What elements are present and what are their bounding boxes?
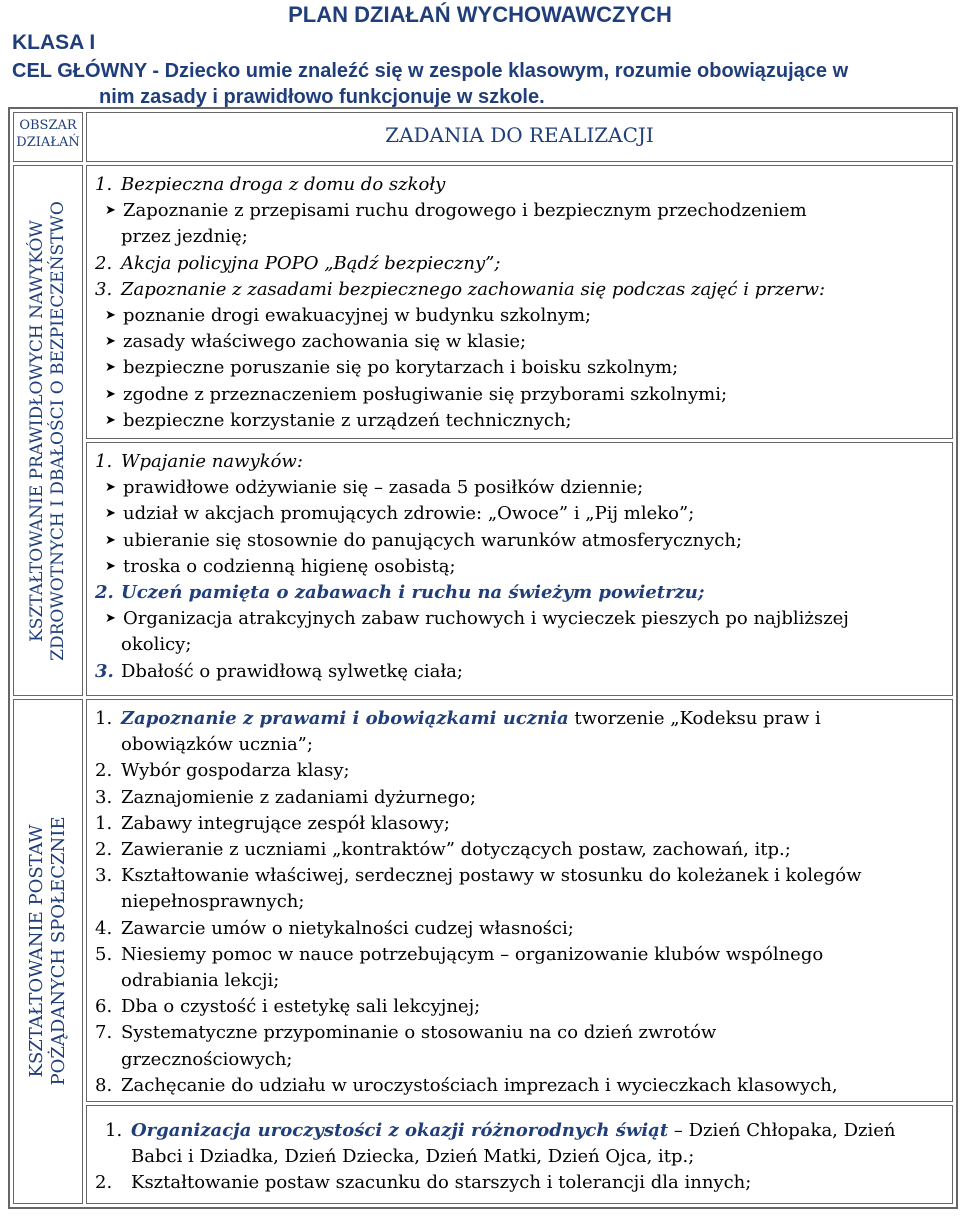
area-social-line1: KSZTAŁTOWANIE POSTAW xyxy=(26,824,47,1078)
main-goal-line1: CEL GŁÓWNY - Dziecko umie znaleźć się w zespole klasowym, rozumie obowiązujące w xyxy=(12,60,849,82)
area-health-line1: KSZTAŁTOWANIE PRAWIDŁOWYCH NAWYKÓW xyxy=(27,219,47,642)
list-item-continuation: niepełnosprawnych; xyxy=(121,891,305,913)
list-item-continuation: odrabiania lekcji; xyxy=(121,970,280,992)
main-goal xyxy=(12,58,957,110)
arrowhead-bullet-icon: ➤ xyxy=(105,334,116,350)
task-item: 1. Organizacja uroczystości z okazji różnorodnych świąt – Dzień Chłopaka, Dzień xyxy=(105,1120,896,1142)
area-social-attitudes-label xyxy=(26,817,70,1086)
list-item: 7. Systematyczne przypominanie o stosowaniu na co dzień zwrotów xyxy=(95,1022,717,1044)
list-item: ➤ bezpieczne korzystanie z urządzeń technicznych; xyxy=(95,408,946,434)
arrowhead-bullet-icon: ➤ xyxy=(105,360,116,376)
list-item: ➤ ubieranie się stosownie do panujących warunków atmosferycznych; xyxy=(95,528,946,554)
tasks-social-section xyxy=(86,699,953,1102)
list-item: ➤ bezpieczne poruszanie się po korytarzach i boisku szkolnym; xyxy=(95,355,946,381)
list-item: 8. Zachęcanie do udziału w uroczystościach imprezach i wycieczkach klasowych, xyxy=(95,1074,838,1096)
task-item: 2. Uczeń pamięta o zabawach i ruchu na świeżym powietrzu; xyxy=(95,582,705,604)
arrowhead-bullet-icon: ➤ xyxy=(105,386,116,402)
list-item: ➤ udział w akcjach promujących zdrowie: „Owoce” i „Pij mleko”; xyxy=(95,501,946,527)
list-item: 6. Dba o czystość i estetykę sali lekcyjnej; xyxy=(95,996,481,1018)
arrowhead-bullet-icon: ➤ xyxy=(105,480,116,496)
arrowhead-bullet-icon: ➤ xyxy=(105,611,116,627)
arrowhead-bullet-icon: ➤ xyxy=(105,532,116,548)
task-item-continuation: Babci i Dziadka, Dzień Dziecka, Dzień Matki, Dzień Ojca, itp.; xyxy=(131,1146,695,1168)
action-plan-table xyxy=(8,107,958,1209)
list-item: ➤ zasady właściwego zachowania się w klasie; xyxy=(95,329,946,355)
list-item: 1. Zabawy integrujące zespół klasowy; xyxy=(95,812,450,834)
task-item: 1. Zapoznanie z prawami i obowiązkami ucznia tworzenie „Kodeksu praw i xyxy=(95,708,821,730)
main-goal-line2: nim zasady i prawidłowo funkcjonuje w szkole. xyxy=(99,86,545,108)
area-health-safety xyxy=(13,165,83,696)
list-item: ➤ Organizacja atrakcyjnych zabaw ruchowych i wycieczek pieszych po najbliższej xyxy=(95,606,946,632)
arrowhead-bullet-icon: ➤ xyxy=(105,308,116,324)
task-item: 3. Dbałość o prawidłową sylwetkę ciała; xyxy=(95,660,463,682)
area-social-line2: POŻĄDANYCH SPOŁECZNIE xyxy=(48,816,69,1086)
task-item: 1. Bezpieczna droga z domu do szkoły xyxy=(95,174,446,195)
list-item: ➤ poznanie drogi ewakuacyjnej w budynku szkolnym; xyxy=(95,303,946,329)
area-column-header xyxy=(13,112,83,162)
list-item: ➤ prawidłowe odżywianie się – zasada 5 posiłków dziennie; xyxy=(95,475,946,501)
plan-title: PLAN DZIAŁAŃ WYCHOWAWCZYCH xyxy=(288,2,672,27)
task-posture: Dbałość o prawidłową sylwetkę ciała; xyxy=(121,660,463,682)
area-header-line1: OBSZAR xyxy=(19,118,77,133)
task-item: 2. Kształtowanie postaw szacunku do starszych i tolerancji dla innych; xyxy=(95,1172,752,1194)
task-item: 2. Akcja policyjna POPO „Bądź bezpieczny”; xyxy=(95,252,501,274)
area-header-line2: DZIAŁAŃ xyxy=(16,135,80,150)
area-social-attitudes xyxy=(13,699,83,1204)
area-health-line2: ZDROWOTNYCH I DBAŁOŚCI O BEZPIECZEŃSTWO xyxy=(48,200,68,661)
task-habits: Wpajanie nawyków: xyxy=(121,451,303,473)
task-police-action: Akcja policyjna POPO „Bądź bezpieczny”; xyxy=(121,252,501,274)
task-item-continuation: obowiązków ucznia”; xyxy=(121,734,313,756)
task-item: 2. Wybór gospodarza klasy; xyxy=(95,760,350,782)
task-safety-rules: Zapoznanie z zasadami bezpiecznego zachowania się podczas zajęć i przerw: xyxy=(121,278,826,300)
list-item: 4. Zawarcie umów o nietykalności cudzej własności; xyxy=(95,917,574,939)
task-item: 3. Zapoznanie z zasadami bezpiecznego zachowania się podczas zajęć i przerw: xyxy=(95,278,826,300)
list-item: 5. Niesiemy pomoc w nauce potrzebującym – organizowanie klubów wspólnego xyxy=(95,943,824,965)
tasks-health-section xyxy=(86,442,953,696)
class-label: KLASA I xyxy=(12,31,96,54)
list-item: 2. Zawieranie z uczniami „kontraktów” dotyczących postaw, zachowań, itp.; xyxy=(95,839,791,861)
task-item: 3. Zaznajomienie z zadaniami dyżurnego; xyxy=(95,786,477,808)
arrowhead-bullet-icon: ➤ xyxy=(105,558,116,574)
task-outdoor-play: Uczeń pamięta o zabawach i ruchu na świeżym powietrzu; xyxy=(121,582,705,604)
tasks-safety-section xyxy=(86,165,953,439)
area-health-safety-label xyxy=(27,201,69,661)
arrowhead-bullet-icon: ➤ xyxy=(105,506,116,522)
task-item: 1. Wpajanie nawyków: xyxy=(95,451,303,473)
task-safe-route: Bezpieczna droga z domu do szkoły xyxy=(121,174,446,195)
list-item-continuation: przez jezdnię; xyxy=(121,226,248,248)
arrowhead-bullet-icon: ➤ xyxy=(105,412,116,428)
list-item: ➤ Zapoznanie z przepisami ruchu drogowego i bezpiecznym przechodzeniem xyxy=(95,198,946,224)
tasks-celebrations-section xyxy=(86,1105,953,1204)
list-item: ➤ zgodne z przeznaczeniem posługiwanie się przyborami szkolnymi; xyxy=(95,382,946,408)
tasks-column-header: ZADANIA DO REALIZACJI xyxy=(86,112,953,162)
list-item-continuation: grzecznościowych; xyxy=(121,1048,293,1070)
list-item-continuation: okolicy; xyxy=(121,634,192,656)
arrowhead-bullet-icon: ➤ xyxy=(105,203,116,219)
list-item: 3. Kształtowanie właściwej, serdecznej postawy w stosunku do koleżanek i kolegów xyxy=(95,865,862,887)
list-item: ➤ troska o codzienną higienę osobistą; xyxy=(95,554,946,580)
